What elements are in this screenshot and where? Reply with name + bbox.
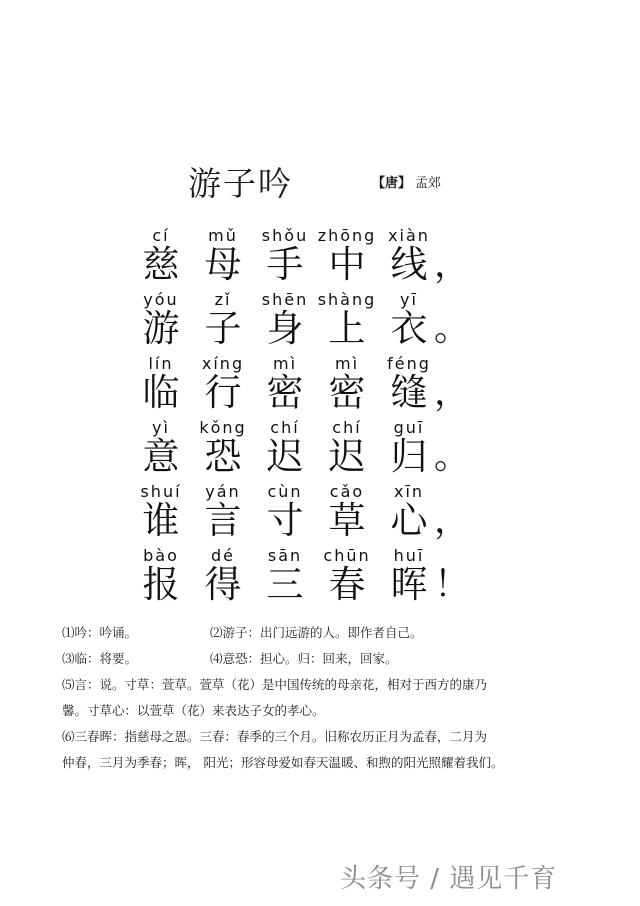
pinyin: chūn — [323, 546, 371, 565]
note-4: ⑷意恐：担心。归：回来，回家。 — [210, 651, 398, 666]
pinyin: lín — [148, 354, 174, 373]
pinyin: bào — [143, 546, 179, 565]
punctuation: ！ — [434, 564, 471, 605]
poem-character: 报 — [142, 563, 180, 606]
note-1: ⑴吟：吟诵。 — [62, 625, 138, 640]
poem-character: 春 — [328, 563, 366, 606]
note-2: ⑵游子：出门远游的人。即作者自己。 — [210, 625, 423, 640]
poem-line — [138, 290, 498, 354]
pinyin: guī — [393, 418, 425, 437]
poem-character: 慈 — [142, 243, 180, 286]
poem-character: 子 — [204, 307, 242, 350]
note-5-text-2: 馨。寸草心：以萱草（花）来表达子女的孝心。 — [62, 703, 325, 718]
poem-character: 草 — [328, 499, 366, 542]
pinyin: yán — [205, 482, 241, 501]
pinyin: huī — [393, 546, 425, 565]
watermark: 头条号 / 遇见千育 — [340, 864, 558, 894]
poem-character: 母 — [204, 243, 242, 286]
note-6-text-1: ⑹三春晖：指慈母之恩。三春：春季的三个月。旧称农历正月为孟春，二月为 — [62, 729, 488, 744]
poem-line — [138, 546, 498, 610]
pinyin: yī — [400, 290, 418, 309]
character-row — [138, 498, 498, 544]
pinyin: yóu — [143, 290, 179, 309]
pinyin: mǔ — [208, 226, 238, 245]
poem-character: 归 — [390, 435, 428, 478]
poem-character: 迟 — [328, 435, 366, 478]
poem-character: 言 — [204, 499, 242, 542]
note-5-line-1 — [62, 672, 582, 698]
poem-line — [138, 418, 498, 482]
poem-character: 缝 — [390, 371, 428, 414]
pinyin: xīn — [393, 482, 425, 501]
character-row — [138, 562, 498, 608]
poem-character: 上 — [328, 307, 366, 350]
pinyin: kǒng — [199, 418, 247, 437]
notes-section — [62, 620, 582, 776]
poem-character: 迟 — [266, 435, 304, 478]
poem-character: 临 — [142, 371, 180, 414]
pinyin: cùn — [267, 482, 303, 501]
poem-character: 意 — [142, 435, 180, 478]
poem-title: 游子吟 — [188, 164, 293, 203]
note-row-2 — [62, 646, 582, 672]
pinyin: shǒu — [261, 226, 309, 245]
pinyin: shēn — [261, 290, 309, 309]
pinyin: dé — [211, 546, 235, 565]
poem-character: 谁 — [142, 499, 180, 542]
pinyin: mì — [334, 354, 360, 373]
note-6-line-1 — [62, 724, 582, 750]
pinyin: féng — [387, 354, 431, 373]
poem-line — [138, 354, 498, 418]
poem-character: 三 — [266, 563, 304, 606]
note-6-line-2 — [62, 750, 582, 776]
character-row — [138, 370, 498, 416]
pinyin: cí — [152, 226, 170, 245]
character-row — [138, 242, 498, 288]
pinyin: cǎo — [329, 482, 365, 501]
pinyin: mì — [272, 354, 298, 373]
character-row — [138, 434, 498, 480]
poem-character: 密 — [328, 371, 366, 414]
punctuation: ， — [434, 244, 471, 285]
note-6-text-2: 仲春，三月为季春；晖， 阳光；形容母爱如春天温暖、和煦的阳光照耀着我们。 — [62, 755, 504, 770]
pinyin: zǐ — [214, 290, 232, 309]
character-row — [138, 306, 498, 352]
poem-character: 衣 — [390, 307, 428, 350]
poem-character: 身 — [266, 307, 304, 350]
poem-character: 游 — [142, 307, 180, 350]
poem-line — [138, 226, 498, 290]
poem-author — [372, 172, 441, 191]
punctuation: ， — [434, 500, 471, 541]
author-dynasty: 【唐】 — [372, 176, 412, 191]
note-row-1 — [62, 620, 582, 646]
pinyin: chí — [270, 418, 300, 437]
pinyin: xíng — [201, 354, 245, 373]
poem-character: 线 — [390, 243, 428, 286]
pinyin: zhōng — [317, 226, 377, 245]
note-5-line-2 — [62, 698, 582, 724]
pinyin: shàng — [317, 290, 377, 309]
author-name: 孟郊 — [415, 176, 442, 191]
poem-character: 中 — [328, 243, 366, 286]
punctuation: ， — [434, 372, 471, 413]
poem-character: 得 — [204, 563, 242, 606]
poem-character: 行 — [204, 371, 242, 414]
poem-character: 晖 — [390, 563, 428, 606]
pinyin: xiàn — [388, 226, 430, 245]
punctuation: 。 — [434, 308, 471, 349]
poem-character: 寸 — [266, 499, 304, 542]
poem-character: 恐 — [204, 435, 242, 478]
punctuation: 。 — [434, 436, 471, 477]
pinyin: shuí — [140, 482, 182, 501]
poem-character: 密 — [266, 371, 304, 414]
poem-lines — [138, 226, 498, 610]
pinyin: sān — [267, 546, 303, 565]
poem-line — [138, 482, 498, 546]
note-5-text-1: ⑸言：说。寸草：萱草。萱草（花）是中国传统的母亲花，相对于西方的康乃 — [62, 677, 488, 692]
note-3: ⑶临：将要。 — [62, 651, 138, 666]
poem-character: 手 — [266, 243, 304, 286]
pinyin: yì — [152, 418, 170, 437]
poem-character: 心 — [390, 499, 428, 542]
pinyin: chí — [332, 418, 362, 437]
